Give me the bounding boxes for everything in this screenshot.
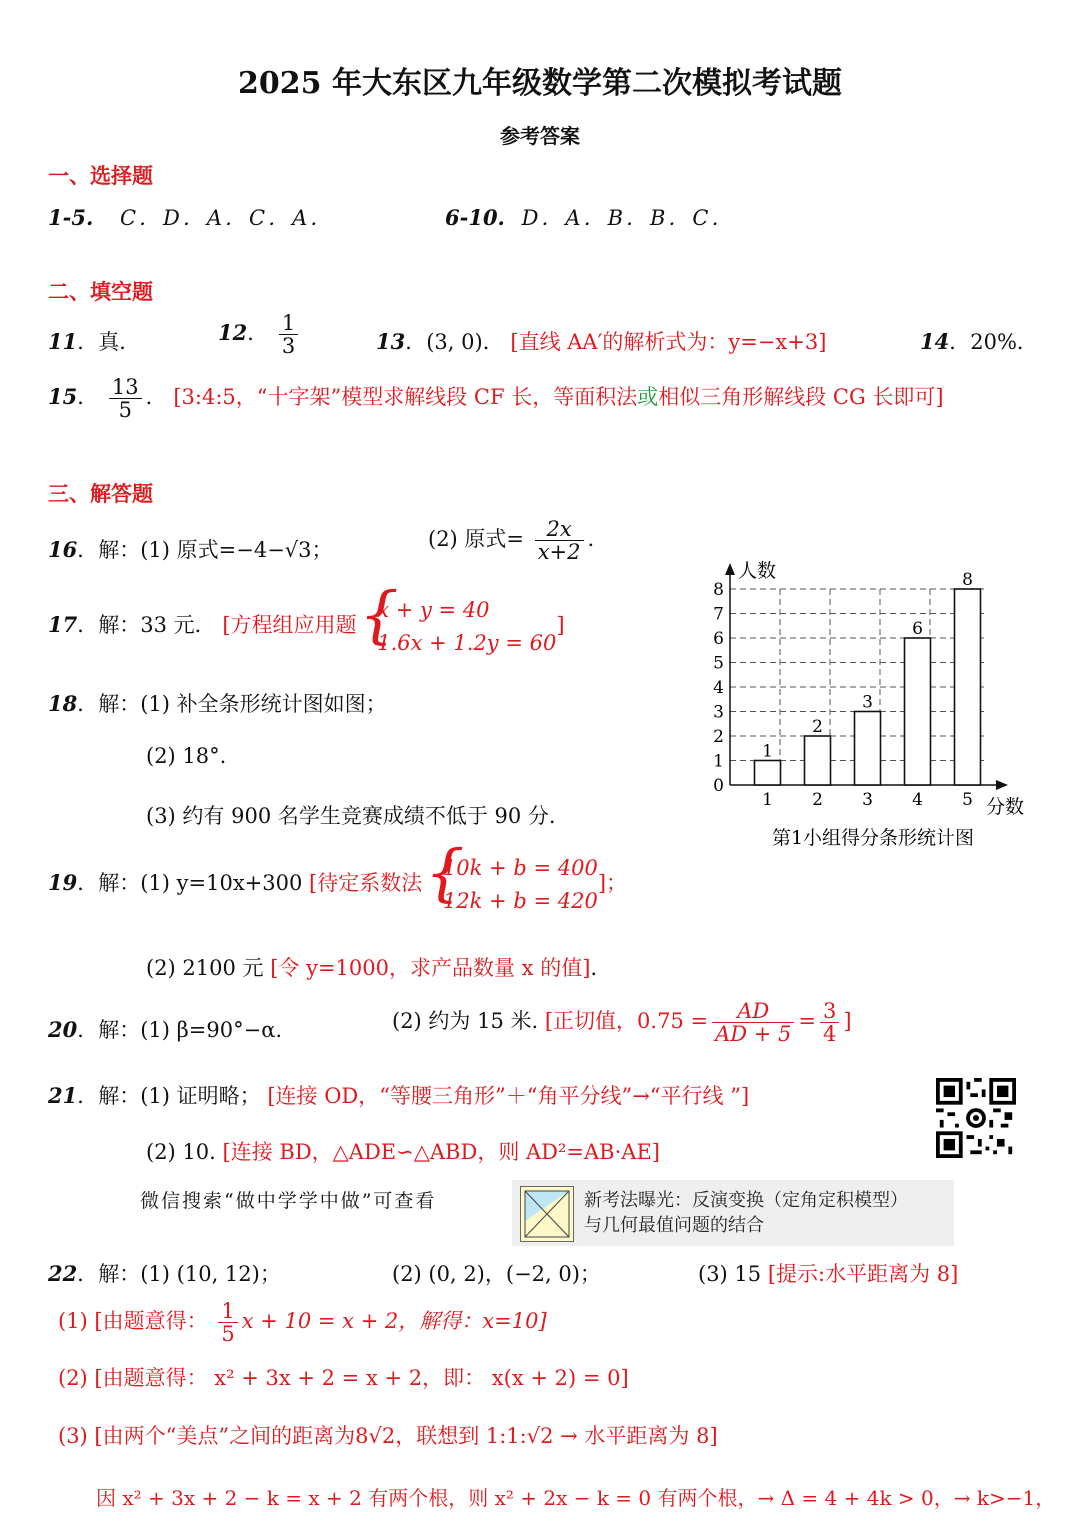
bar (855, 712, 881, 786)
answer-note: [3:4:5，“十字架”模型求解线段 CF 长，等面积法 (173, 385, 638, 410)
equation-system (429, 852, 598, 917)
answer-12: 12． $\frac{1}{3}$ (218, 312, 302, 357)
bar (805, 736, 831, 785)
answer-18-part1 (48, 688, 387, 718)
answer-16-part2: (2) 原式= $\frac{2x}{x+2}$ . (428, 517, 595, 565)
answer-14 (920, 326, 1038, 356)
choice-row-2 (445, 202, 736, 232)
fraction (712, 1000, 794, 1045)
x-tick-label: 5 (962, 790, 973, 810)
section-heading-fill: 二、填空题 (48, 280, 153, 304)
y-tick-label: 4 (713, 678, 724, 698)
answer-22-note2: (2) [由题意得： x² + 3x + 2 = x + 2，即： x(x + 2) = 0] (58, 1366, 629, 1390)
bar-value-label: 1 (762, 741, 773, 762)
chart-title: 第1小组得分条形统计图 (771, 827, 975, 849)
x-tick-label: 4 (912, 790, 923, 810)
page-title: 2025 年大东区九年级数学第二次模拟考试题 (238, 66, 842, 101)
question-label: 6-10. (445, 205, 505, 230)
answer-note: [待定系数法 (309, 871, 423, 896)
y-axis-arrow (725, 563, 735, 575)
answer-18-part2: (2) 18°. (146, 744, 227, 768)
numerator: AD (712, 1000, 794, 1023)
answer-text: (3) 15 (698, 1262, 762, 1286)
x-tick-label: 3 (862, 790, 873, 810)
x-tick-label: 2 (812, 790, 823, 810)
bracket: ] (556, 613, 565, 638)
x-axis-label: 分数 (986, 796, 1025, 818)
answer-text: ．真． (77, 330, 141, 354)
answer-19-part2 (146, 952, 597, 982)
bar-value-label: 6 (912, 619, 923, 639)
denominator: 5 (118, 398, 132, 423)
question-label: 15 (48, 384, 78, 410)
bar (755, 761, 781, 786)
answer-text: ．解：(1) 原式=−4−√3； (77, 538, 333, 562)
answer-note-or: 或 (637, 385, 659, 410)
answer-11 (48, 326, 140, 356)
promo-line: 与几何最值问题的结合 (584, 1215, 764, 1236)
answer-note: 相似三角形解线段 CG 长即可] (658, 385, 944, 410)
answer-text: ．解：(1) y=10x+300 (77, 871, 303, 896)
answer-note: [连接 OD，“等腰三角形”＋“角平分线”→“平行线 ”] (267, 1084, 750, 1108)
bar (955, 589, 981, 785)
y-tick-label: 5 (713, 653, 724, 674)
y-tick-label: 6 (713, 629, 724, 649)
note-text: (1) [由题意得： (58, 1309, 208, 1334)
answer-21-part1 (48, 1080, 749, 1110)
bar (905, 638, 931, 785)
y-tick-label: 1 (713, 751, 724, 772)
promo-line: 新考法曝光：反演变换（定角定积模型） (584, 1190, 908, 1211)
page-subtitle: 参考答案 (500, 124, 580, 148)
answer-22-part2: (2) (0, 2)，(−2, 0)； (392, 1262, 601, 1286)
answer-20-part1 (48, 1014, 282, 1044)
y-axis-label: 人数 (738, 560, 777, 582)
answer-21-part2 (146, 1136, 660, 1166)
denominator: AD + 5 (715, 1022, 792, 1047)
x-tick-label: 1 (762, 790, 773, 810)
answer-text: D．A．B．B．C． (521, 206, 736, 230)
wechat-search-text: 微信搜索“做中学学中做”可查看 (140, 1190, 437, 1212)
answer-text: ．解：(1) (10, 12)； (77, 1262, 281, 1286)
answer-text: ．解：(1) 证明略； (77, 1084, 261, 1108)
question-label: 16 (48, 537, 78, 562)
answer-note: [令 y=1000，求产品数量 x 的值] (270, 956, 591, 980)
numerator: 2x (535, 518, 584, 541)
denominator: 3 (281, 334, 296, 359)
answer-note: [连接 BD，△ADE∽△ABD，则 AD²=AB·AE] (222, 1140, 660, 1164)
fraction (109, 376, 142, 421)
section-heading-solve: 三、解答题 (48, 482, 153, 506)
equation: 1.6x + 1.2y = 60 (377, 630, 557, 655)
y-tick-label: 7 (713, 604, 724, 625)
answer-19-part1 (48, 852, 627, 917)
question-label: 20 (48, 1017, 78, 1042)
answer-text: ．20%． (949, 330, 1038, 354)
y-tick-label: 0 (713, 776, 724, 796)
geometry-thumbnail-icon (520, 1186, 574, 1242)
y-tick-label: 8 (713, 580, 724, 600)
answer-text: C．D．A．C．A． (119, 206, 335, 230)
y-tick-label: 2 (713, 727, 724, 747)
answer-20-part2 (392, 1000, 852, 1045)
answer-text: (2) 原式= (428, 527, 525, 552)
answer-text: (2) 10. (146, 1140, 216, 1164)
equals: = (798, 1009, 817, 1034)
question-label: 22 (48, 1261, 78, 1286)
answer-22-part3 (698, 1258, 958, 1288)
note-text: x + 10 = x + 2，解得：x=10] (241, 1309, 547, 1334)
answer-text: ．解：(1) 补全条形统计图如图； (77, 692, 387, 716)
x-axis-arrow (996, 780, 1008, 790)
numerator: 3 (820, 1000, 839, 1023)
promo-card[interactable] (512, 1180, 954, 1246)
answer-text: (2) 约为 15 米. (392, 1009, 539, 1034)
bar-value-label: 8 (962, 570, 973, 590)
punctuation: . (590, 956, 598, 980)
fraction (279, 312, 298, 357)
denominator: 4 (823, 1022, 837, 1047)
question-label: 21 (48, 1083, 78, 1108)
y-tick-label: 3 (713, 702, 724, 723)
answer-15: 15． $\frac{13}{5}$ ． [3:4:5，“十字架”模型求解线段 CF 长，等面积法或相似三角形解线段 CG 长即可] (48, 375, 944, 423)
answer-16-part1 (48, 534, 333, 564)
question-label: 13 (376, 329, 406, 354)
question-label: 12 (218, 320, 248, 346)
bar-value-label: 2 (812, 717, 823, 737)
choice-row-1 (48, 202, 334, 232)
numerator: 1 (279, 312, 298, 335)
equation: { 10k + b = 400 (442, 856, 598, 880)
equation-system (363, 594, 556, 659)
answer-17 (48, 594, 565, 659)
bar-value-label: 3 (862, 692, 873, 713)
answer-text: ．(3, 0)． (405, 330, 504, 354)
answer-note: [方程组应用题 (222, 613, 357, 638)
question-label: 18 (48, 691, 78, 716)
numerator: 1 (218, 1300, 237, 1323)
chart-labels (713, 570, 973, 810)
equation: 12k + b = 420 (442, 888, 598, 913)
fraction (218, 1300, 237, 1345)
fraction (535, 518, 584, 563)
answer-22-note3: (3) [由两个“美点”之间的距离为8√2，联想到 1:1:√2 → 水平距离为 8] (58, 1424, 718, 1448)
question-label: 11 (48, 329, 78, 354)
question-label: 14 (920, 329, 950, 354)
question-label: 1-5. (48, 205, 94, 230)
answer-note: [提示:水平距离为 8] (767, 1262, 959, 1286)
bracket: ] (843, 1009, 852, 1034)
answer-18-part3: (3) 约有 900 名学生竞赛成绩不低于 90 分. (146, 804, 556, 828)
denominator: 5 (221, 1322, 235, 1347)
bar-chart (700, 555, 1040, 855)
answer-13 (376, 326, 826, 356)
denominator: x+2 (537, 540, 581, 565)
note-text: [正切值，0.75 = (544, 1009, 709, 1034)
answer-22-note1 (58, 1300, 547, 1345)
answer-text: ．解：(1) β=90°−α. (77, 1018, 283, 1042)
question-label: 19 (48, 870, 78, 896)
answer-text: ．解：33 元． (77, 613, 216, 638)
answer-note (544, 999, 852, 1047)
qr-code-icon[interactable] (936, 1078, 1016, 1158)
bracket: ]； (597, 871, 628, 896)
answer-22-note4: 因 x² + 3x + 2 − k = x + 2 有两个根，则 x² + 2x − k = 0 有两个根，→ Δ = 4 + 4k > 0，→ k>−1， (96, 1486, 1056, 1510)
chart-bars (755, 589, 981, 785)
section-heading-choice: 一、选择题 (48, 164, 153, 188)
equation: { x + y = 40 (377, 598, 490, 622)
question-label: 17 (48, 612, 78, 638)
fraction (820, 1000, 839, 1045)
numerator: 13 (109, 376, 142, 399)
answer-note: [直线 AA′的解析式为：y=−x+3] (510, 330, 827, 354)
answer-text: (2) 2100 元 (146, 956, 264, 980)
answer-22-part1 (48, 1258, 281, 1288)
